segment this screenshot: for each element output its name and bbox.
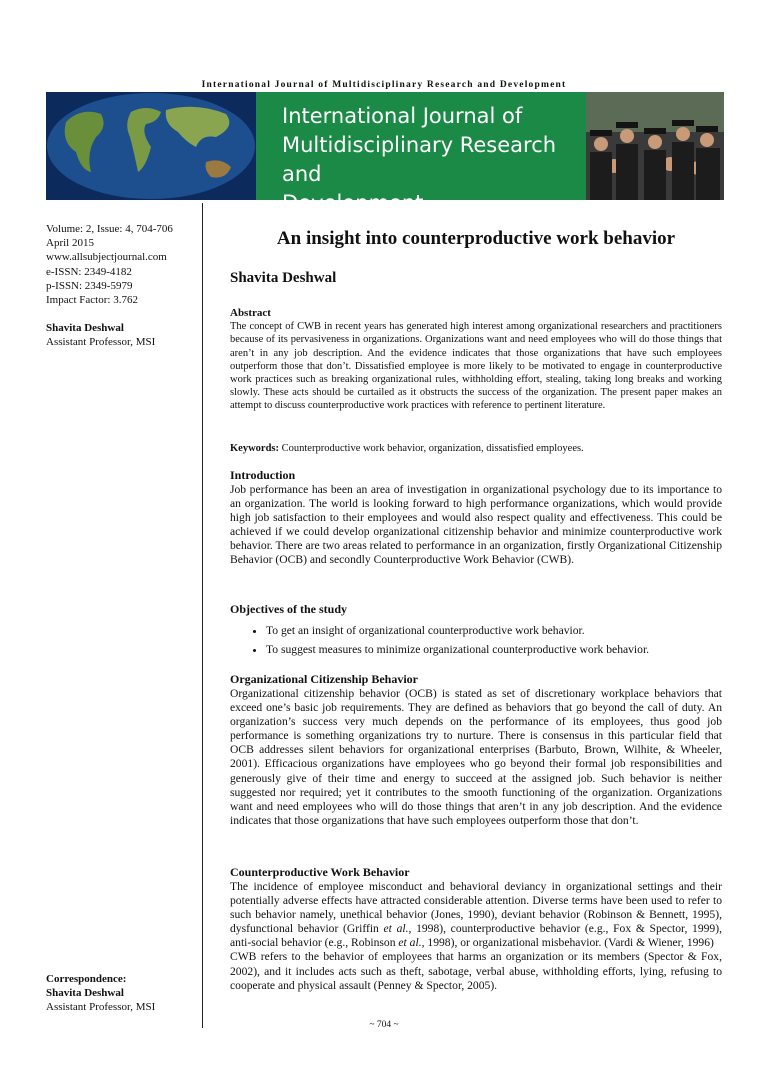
journal-website: www.allsubjectjournal.com [46,251,167,264]
keywords-line [230,442,722,455]
text-run-italic: et al., [398,936,425,950]
paper-title: An insight into counterproductive work behavior [276,228,676,249]
cwb-section [230,865,722,993]
list-item: • To get an insight of organizational counterproductive work behavior. [266,621,722,640]
graduates-photo [586,92,724,200]
publication-date: April 2015 [46,237,94,250]
correspondence-block [46,972,196,1015]
correspondence-title: Assistant Professor, MSI [46,1001,156,1014]
correspondence-name: Shavita Deshwal [46,987,124,1000]
pissn: p-ISSN: 2349-5979 [46,279,133,292]
objectives-heading: Objectives of the study [230,602,347,616]
text-run: 1998), counterproductive behavior (e.g., Fox & Spector, 1999), anti-social behavior (e.g., Robinson [230,922,722,950]
banner-title-line: Development [282,191,424,215]
banner-title [282,102,602,218]
sidebar-author [46,321,196,349]
eissn: e-ISSN: 2349-4182 [46,265,132,278]
text-run-italic: et al., [383,922,412,936]
ocb-text: Organizational citizenship behavior (OCB) is stated as set of discretionary workplace behaviors that exceed one’s basic job requirements. They are defined as behaviors that go beyond the call of duty. An organization’s success very much depends on the performance of its employees, thus good job performance is something organizations try to nurture. There is consensus in this particular field that OCB addresses silent behaviors for organizational enterprises (Barbuto, Brown, Wilhite, & Wheeler, 2001). Efficacious organizations have employees who go beyond their formal job responsibilities and generously give of their time and energy to succeed at the assigned job. Such behavior is neither suggested nor required; yet it contributes to the smooth functioning of the organization. Organizations want and need employees who will do those things that aren’t in any job description. And the evidence indicates that those organizations that have such employees outperform those that don’t. [230,687,722,827]
column-divider [202,203,203,1028]
keywords-label: Keywords: [230,443,279,454]
journal-header-line: International Journal of Multidisciplinary Research and Development [201,80,567,90]
introduction-text: Job performance has been an area of investigation in organizational psychology due to its importance to an organization. The world is looking forward to high performance organizations, which would provide high job satisfaction to their employees and would also respect quality and effectiveness. This could be achieved if we could develop organizational citizenship behavior and minimize counterproductive work behavior. There are two areas related to performance in an organization, firstly Organizational Citizenship Behavior (OCB) and secondly Counterproductive Work Behavior (CWB). [230,483,722,567]
keywords-text: Counterproductive work behavior, organization, dissatisfied employees. [281,443,584,454]
text-run: 1998), or organizational misbehavior. (Vardi & Wiener, 1996) [424,936,714,950]
ocb-section [230,672,722,828]
cwb-paragraph-2: CWB refers to the behavior of employees that harms an organization or its members (Spector & Fox, 2002), and it includes acts such as theft, sabotage, verbal abuse, withholding efforts, lying, refusing to cooperate and physical assault (Penney & Spector, 2005). [230,950,722,992]
page-number: ~ 704 ~ [369,1020,399,1030]
abstract-section [230,307,722,413]
cwb-heading: Counterproductive Work Behavior [230,865,410,879]
abstract-text: The concept of CWB in recent years has generated high interest among organizational researchers and practitioners because of its pervasiveness in organizations. Organizations want and need employees who will do those things that aren’t in any job description. And the evidence indicates that those organizations that have such employees outperform those that don’t. Dissatisfied employee is more likely to be motivated to engage in counterproductive work practices such as breaking organizational rules, withholding effort, stealing, taking long breaks and working slowly. These acts should be curtailed as it obstructs the success of the organization. The present paper makes an attempt to discuss counterproductive work practices with reference to pertinent literature. [230,321,722,412]
correspondence-label: Correspondence: [46,973,127,985]
abstract-heading: Abstract [230,307,271,319]
introduction-heading: Introduction [230,468,296,482]
sidebar-author-name: Shavita Deshwal [46,322,124,334]
introduction-section [230,468,722,568]
world-map-image [46,92,256,200]
sidebar-author-title: Assistant Professor, MSI [46,336,156,349]
list-item: • To suggest measures to minimize organizational counterproductive work behavior. [266,640,722,659]
journal-banner [46,92,724,215]
article-metadata [46,222,196,307]
ocb-heading: Organizational Citizenship Behavior [230,672,419,686]
objectives-section [230,602,722,659]
banner-title-line: Multidisciplinary Research and [282,133,557,186]
impact-factor: Impact Factor: 3.762 [46,294,138,307]
banner-title-line: International Journal of [282,104,523,128]
objectives-list [230,621,722,659]
cwb-paragraph-1 [230,880,722,950]
text-run: The incidence of employee misconduct and behavioral deviancy in organizational settings and their potentially adverse effects have attracted considerable attention. Diverse terms have been used to refer to such behavior namely, unethical behavior (Jones, 1990), deviant behavior (Robinson & Bennett, 1995), dysfunctional behavior (Griffin [230,880,722,936]
author-name: Shavita Deshwal [230,270,337,286]
volume-info: Volume: 2, Issue: 4, 704-706 [46,223,173,235]
